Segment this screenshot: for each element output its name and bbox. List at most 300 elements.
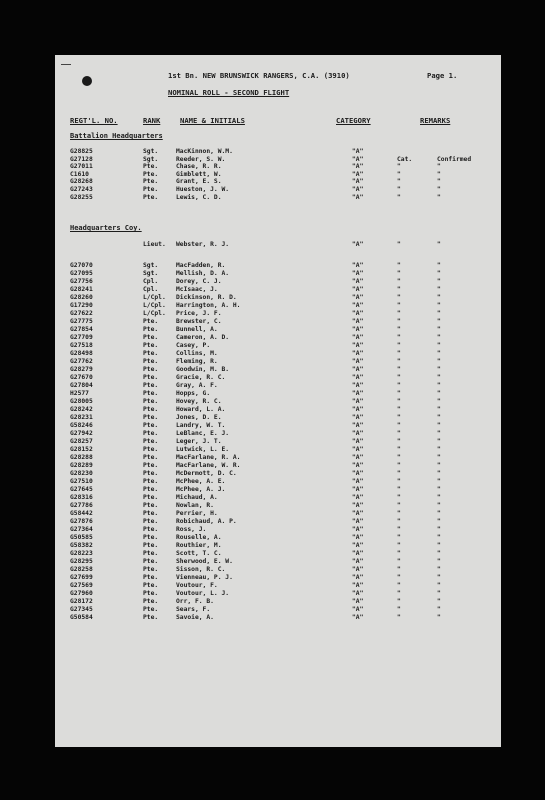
remarks-status: "	[437, 163, 441, 171]
regimental-number: G50585	[70, 534, 93, 541]
category: "A"	[352, 286, 364, 293]
category: "A"	[352, 478, 364, 485]
category: "A"	[352, 454, 364, 461]
remarks-category: "	[397, 582, 401, 589]
corner-mark	[61, 64, 71, 65]
remarks-status: "	[437, 193, 441, 201]
name-initials: Routhier, M.	[176, 542, 222, 549]
name-initials: Landry, W. T.	[176, 422, 226, 429]
category: "A"	[352, 606, 364, 613]
remarks-category: "	[397, 350, 401, 357]
unit-title: 1st Bn. NEW BRUNSWICK RANGERS, C.A. (3910)	[168, 71, 350, 80]
rank: Pte.	[143, 598, 159, 605]
table-row	[55, 240, 501, 249]
remarks-category: "	[397, 398, 401, 405]
category: "A"	[352, 193, 364, 201]
remarks-status: "	[437, 326, 441, 333]
name-initials: Dickinson, R. D.	[176, 294, 237, 301]
category: "A"	[352, 155, 364, 163]
remarks-status: "	[437, 366, 441, 373]
regimental-number: G28241	[70, 286, 93, 293]
remarks-status: "	[437, 606, 441, 613]
remarks-category: "	[397, 163, 401, 171]
rank: Sgt.	[143, 270, 159, 277]
name-initials: Dorey, C. J.	[176, 278, 222, 285]
name-initials: Lutwick, L. E.	[176, 446, 230, 453]
category: "A"	[352, 590, 364, 597]
regimental-number: G27804	[70, 382, 93, 389]
regimental-number: H2577	[70, 390, 89, 397]
regimental-number: G28316	[70, 494, 93, 501]
regimental-number: G28152	[70, 446, 93, 453]
remarks-category: "	[397, 614, 401, 621]
remarks-status: "	[437, 186, 441, 193]
category: "A"	[352, 366, 364, 373]
rank: Pte.	[143, 170, 159, 178]
section-title: Battalion Headquarters	[70, 132, 163, 140]
rank: Cpl.	[143, 278, 159, 285]
column-header-remarks: REMARKS	[420, 116, 451, 125]
rank: Pte.	[143, 550, 159, 557]
name-initials: McIsaac, J.	[176, 286, 218, 293]
category: "A"	[352, 270, 364, 277]
column-header-name: NAME & INITIALS	[180, 116, 245, 125]
name-initials: Michaud, A.	[176, 494, 218, 501]
page-number: Page 1.	[427, 71, 458, 80]
rank: Pte.	[143, 502, 159, 509]
regimental-number: G27876	[70, 518, 93, 525]
category: "A"	[352, 148, 364, 155]
name-initials: Ross, J.	[176, 526, 207, 533]
regimental-number: G27011	[70, 163, 93, 171]
category: "A"	[352, 574, 364, 581]
remarks-category: "	[397, 382, 401, 389]
name-initials: Webster, R. J.	[176, 241, 230, 248]
remarks-status: "	[437, 566, 441, 573]
rank: Pte.	[143, 430, 159, 437]
category: "A"	[352, 241, 364, 248]
category: "A"	[352, 390, 364, 397]
roll-title: NOMINAL ROLL - SECOND FLIGHT	[168, 88, 290, 97]
remarks-status: Confirmed	[437, 155, 472, 163]
category: "A"	[352, 382, 364, 389]
name-initials: Savoie, A.	[176, 614, 214, 621]
name-initials: Scott, T. C.	[176, 550, 222, 557]
remarks-category: "	[397, 446, 401, 453]
rank: L/Cpl.	[143, 294, 166, 301]
remarks-category: "	[397, 430, 401, 437]
rank: Pte.	[143, 606, 159, 613]
rank: Pte.	[143, 406, 159, 413]
regimental-number: G27762	[70, 358, 93, 365]
rank: Lieut.	[143, 241, 166, 248]
category: "A"	[352, 350, 364, 357]
remarks-status: "	[437, 446, 441, 453]
remarks-status: "	[437, 302, 441, 309]
regimental-number: G27364	[70, 526, 93, 533]
name-initials: Hovey, R. C.	[176, 398, 222, 405]
rank: Pte.	[143, 438, 159, 445]
rank: Pte.	[143, 590, 159, 597]
category: "A"	[352, 422, 364, 429]
name-initials: Mellish, D. A.	[176, 270, 230, 277]
remarks-status: "	[437, 598, 441, 605]
remarks-status: "	[437, 558, 441, 565]
remarks-status: "	[437, 294, 441, 301]
category: "A"	[352, 278, 364, 285]
remarks-category: "	[397, 542, 401, 549]
remarks-category: "	[397, 590, 401, 597]
name-initials: Price, J. F.	[176, 310, 222, 317]
remarks-category: "	[397, 478, 401, 485]
name-initials: Collins, M.	[176, 350, 218, 357]
remarks-category: "	[397, 486, 401, 493]
name-initials: Gimblett, W.	[176, 170, 222, 178]
remarks-category: "	[397, 294, 401, 301]
category: "A"	[352, 430, 364, 437]
category: "A"	[352, 398, 364, 405]
remarks-status: "	[437, 534, 441, 541]
remarks-status: "	[437, 390, 441, 397]
category: "A"	[352, 494, 364, 501]
category: "A"	[352, 598, 364, 605]
name-initials: Sherwood, E. W.	[176, 558, 233, 565]
rank: Pte.	[143, 193, 159, 201]
name-initials: Jones, D. E.	[176, 414, 222, 421]
name-initials: Gray, A. F.	[176, 382, 218, 389]
rank: Pte.	[143, 390, 159, 397]
name-initials: Cameron, A. D.	[176, 334, 230, 341]
rank: Pte.	[143, 374, 159, 381]
table-row	[55, 613, 501, 622]
rank: Pte.	[143, 318, 159, 325]
regimental-number: G27756	[70, 278, 93, 285]
regimental-number: G58246	[70, 422, 93, 429]
name-initials: Perrier, H.	[176, 510, 218, 517]
name-initials: Vienneau, P. J.	[176, 574, 233, 581]
remarks-status: "	[437, 462, 441, 469]
name-initials: Fleming, R.	[176, 358, 218, 365]
rank: Pte.	[143, 414, 159, 421]
name-initials: MacFarlane, W. R.	[176, 462, 241, 469]
category: "A"	[352, 302, 364, 309]
remarks-category: "	[397, 574, 401, 581]
remarks-category: "	[397, 178, 401, 186]
remarks-status: "	[437, 278, 441, 285]
rank: Pte.	[143, 614, 159, 621]
rank: L/Cpl.	[143, 302, 166, 309]
regimental-number: G27670	[70, 374, 93, 381]
category: "A"	[352, 163, 364, 171]
category: "A"	[352, 614, 364, 621]
regimental-number: G27775	[70, 318, 93, 325]
remarks-status: "	[437, 398, 441, 405]
name-initials: McDermott, D. C.	[176, 470, 237, 477]
rank: Pte.	[143, 398, 159, 405]
remarks-status: "	[437, 454, 441, 461]
name-initials: Bunnell, A.	[176, 326, 218, 333]
remarks-category: "	[397, 462, 401, 469]
rank: Cpl.	[143, 286, 159, 293]
remarks-status: "	[437, 574, 441, 581]
remarks-status: "	[437, 382, 441, 389]
category: "A"	[352, 566, 364, 573]
rank: Pte.	[143, 454, 159, 461]
remarks-category: "	[397, 366, 401, 373]
category: "A"	[352, 470, 364, 477]
section-title: Headquarters Coy.	[70, 224, 142, 232]
regimental-number: G28279	[70, 366, 93, 373]
category: "A"	[352, 406, 364, 413]
remarks-category: "	[397, 241, 401, 248]
category: "A"	[352, 358, 364, 365]
remarks-category: "	[397, 193, 401, 201]
rank: Pte.	[143, 366, 159, 373]
regimental-number: G27709	[70, 334, 93, 341]
remarks-status: "	[437, 510, 441, 517]
table-row	[55, 193, 501, 202]
remarks-category: "	[397, 494, 401, 501]
remarks-status: "	[437, 470, 441, 477]
rank: L/Cpl.	[143, 310, 166, 317]
regimental-number: G17290	[70, 302, 93, 309]
rank: Pte.	[143, 382, 159, 389]
rank: Pte.	[143, 582, 159, 589]
name-initials: Rouselle, A.	[176, 534, 222, 541]
column-header-regtl-no: REGT'L. NO.	[70, 116, 118, 125]
regimental-number: G28231	[70, 414, 93, 421]
name-initials: McPhee, A. J.	[176, 486, 226, 493]
category: "A"	[352, 462, 364, 469]
category: "A"	[352, 342, 364, 349]
name-initials: Voutour, F.	[176, 582, 218, 589]
rank: Pte.	[143, 574, 159, 581]
rank: Pte.	[143, 542, 159, 549]
regimental-number: G50584	[70, 614, 93, 621]
name-initials: Goodwin, M. B.	[176, 366, 230, 373]
rank: Pte.	[143, 446, 159, 453]
regimental-number: G28288	[70, 454, 93, 461]
rank: Pte.	[143, 422, 159, 429]
name-initials: MacFarlane, R. A.	[176, 454, 241, 461]
remarks-category: "	[397, 414, 401, 421]
remarks-category: "	[397, 406, 401, 413]
category: "A"	[352, 262, 364, 269]
rank: Sgt.	[143, 148, 159, 155]
name-initials: Brewster, C.	[176, 318, 222, 325]
rank: Pte.	[143, 486, 159, 493]
remarks-status: "	[437, 262, 441, 269]
regimental-number: G28242	[70, 406, 93, 413]
rank: Pte.	[143, 350, 159, 357]
name-initials: Howard, L. A.	[176, 406, 226, 413]
rank: Pte.	[143, 510, 159, 517]
remarks-status: "	[437, 310, 441, 317]
remarks-category: "	[397, 518, 401, 525]
regimental-number: G27518	[70, 342, 93, 349]
regimental-number: G28230	[70, 470, 93, 477]
remarks-category: "	[397, 558, 401, 565]
remarks-category: "	[397, 326, 401, 333]
remarks-category: "	[397, 270, 401, 277]
name-initials: Gracie, R. C.	[176, 374, 226, 381]
category: "A"	[352, 526, 364, 533]
name-initials: Lewis, C. D.	[176, 193, 222, 201]
remarks-category: "	[397, 342, 401, 349]
regimental-number: G27243	[70, 186, 93, 193]
remarks-status: "	[437, 550, 441, 557]
remarks-status: "	[437, 350, 441, 357]
remarks-category: "	[397, 302, 401, 309]
category: "A"	[352, 438, 364, 445]
name-initials: Sisson, R. C.	[176, 566, 226, 573]
remarks-status: "	[437, 582, 441, 589]
remarks-category: "	[397, 318, 401, 325]
remarks-status: "	[437, 494, 441, 501]
rank: Pte.	[143, 462, 159, 469]
category: "A"	[352, 170, 364, 178]
remarks-status: "	[437, 318, 441, 325]
remarks-status: "	[437, 526, 441, 533]
regimental-number: G27960	[70, 590, 93, 597]
category: "A"	[352, 326, 364, 333]
remarks-category: "	[397, 606, 401, 613]
remarks-category: "	[397, 534, 401, 541]
regimental-number: G28005	[70, 398, 93, 405]
regimental-number: G28257	[70, 438, 93, 445]
regimental-number: G28255	[70, 193, 93, 201]
category: "A"	[352, 294, 364, 301]
category: "A"	[352, 502, 364, 509]
rank: Pte.	[143, 342, 159, 349]
name-initials: Sears, F.	[176, 606, 211, 613]
name-initials: Casey, P.	[176, 342, 211, 349]
category: "A"	[352, 534, 364, 541]
remarks-status: "	[437, 270, 441, 277]
category: "A"	[352, 186, 364, 193]
remarks-category: "	[397, 374, 401, 381]
regimental-number: G27095	[70, 270, 93, 277]
rank: Sgt.	[143, 155, 159, 163]
remarks-status: "	[437, 241, 441, 248]
remarks-category: "	[397, 502, 401, 509]
remarks-category: "	[397, 510, 401, 517]
remarks-category: "	[397, 334, 401, 341]
remarks-status: "	[437, 170, 441, 178]
rank: Pte.	[143, 518, 159, 525]
name-initials: Reeder, S. W.	[176, 155, 226, 163]
rank: Pte.	[143, 566, 159, 573]
name-initials: Grant, E. S.	[176, 178, 222, 186]
remarks-status: "	[437, 478, 441, 485]
remarks-status: "	[437, 414, 441, 421]
regimental-number: G27942	[70, 430, 93, 437]
column-header-rank: RANK	[143, 116, 161, 125]
rank: Pte.	[143, 478, 159, 485]
remarks-category: "	[397, 286, 401, 293]
rank: Sgt.	[143, 262, 159, 269]
regimental-number: G28825	[70, 148, 93, 155]
remarks-status: "	[437, 358, 441, 365]
regimental-number: G27854	[70, 326, 93, 333]
rank: Pte.	[143, 334, 159, 341]
regimental-number: G28260	[70, 294, 93, 301]
regimental-number: G27645	[70, 486, 93, 493]
regimental-number: G27622	[70, 310, 93, 317]
category: "A"	[352, 518, 364, 525]
remarks-category: "	[397, 170, 401, 178]
rank: Pte.	[143, 186, 159, 193]
regimental-number: G58442	[70, 510, 93, 517]
rank: Pte.	[143, 163, 159, 171]
regimental-number: G27569	[70, 582, 93, 589]
name-initials: Hueston, J. W.	[176, 186, 230, 193]
remarks-status: "	[437, 342, 441, 349]
remarks-category: "	[397, 598, 401, 605]
remarks-status: "	[437, 374, 441, 381]
remarks-category: "	[397, 262, 401, 269]
remarks-status: "	[437, 502, 441, 509]
regimental-number: G27128	[70, 155, 93, 163]
remarks-category: "	[397, 310, 401, 317]
remarks-status: "	[437, 542, 441, 549]
rank: Pte.	[143, 358, 159, 365]
rank: Pte.	[143, 494, 159, 501]
remarks-category: "	[397, 454, 401, 461]
remarks-category: "	[397, 550, 401, 557]
rank: Pte.	[143, 534, 159, 541]
regimental-number: G28223	[70, 550, 93, 557]
remarks-category: "	[397, 186, 401, 193]
category: "A"	[352, 542, 364, 549]
remarks-category: "	[397, 422, 401, 429]
name-initials: MacKinnon, W.M.	[176, 148, 233, 155]
name-initials: Chase, R. R.	[176, 163, 222, 171]
remarks-status: "	[437, 590, 441, 597]
rank: Pte.	[143, 326, 159, 333]
regimental-number: G28295	[70, 558, 93, 565]
remarks-status: "	[437, 422, 441, 429]
remarks-category: "	[397, 526, 401, 533]
remarks-status: "	[437, 486, 441, 493]
name-initials: Robichaud, A. P.	[176, 518, 237, 525]
category: "A"	[352, 318, 364, 325]
remarks-category: Cat.	[397, 155, 413, 163]
regimental-number: G28268	[70, 178, 93, 186]
remarks-status: "	[437, 286, 441, 293]
regimental-number: G58382	[70, 542, 93, 549]
remarks-category: "	[397, 470, 401, 477]
regimental-number: G28172	[70, 598, 93, 605]
remarks-status: "	[437, 430, 441, 437]
category: "A"	[352, 310, 364, 317]
punch-hole	[82, 76, 92, 86]
category: "A"	[352, 558, 364, 565]
name-initials: Hopps, G.	[176, 390, 211, 397]
remarks-status: "	[437, 406, 441, 413]
rank: Pte.	[143, 470, 159, 477]
category: "A"	[352, 510, 364, 517]
remarks-category: "	[397, 278, 401, 285]
regimental-number: G28258	[70, 566, 93, 573]
category: "A"	[352, 414, 364, 421]
remarks-category: "	[397, 566, 401, 573]
rank: Pte.	[143, 526, 159, 533]
category: "A"	[352, 446, 364, 453]
category: "A"	[352, 178, 364, 186]
remarks-status: "	[437, 178, 441, 186]
rank: Pte.	[143, 558, 159, 565]
